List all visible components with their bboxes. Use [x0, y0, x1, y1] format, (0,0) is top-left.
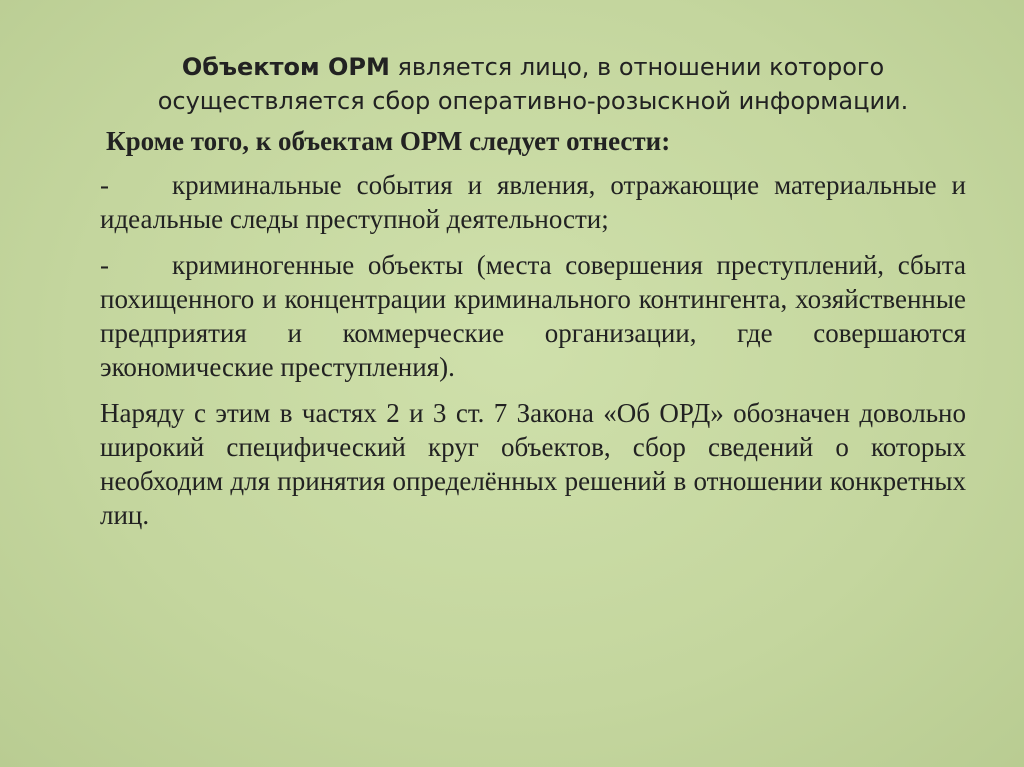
closing-paragraph: Наряду с этим в частях 2 и 3 ст. 7 Закона «Об ОРД» обозначен довольно широкий специфический круг объектов, сбор сведений о которых необходим для принятия определённых решений в отношении конкретных лиц.: [100, 398, 966, 530]
slide-content: [100, 50, 966, 544]
bullet-dash: -: [100, 250, 109, 280]
subheading: Кроме того, к объектам ОРМ следует отнести:: [106, 126, 671, 156]
bullet-item: [100, 168, 966, 236]
bullet-dash: -: [100, 170, 109, 200]
bullet-text: криминогенные объекты (места совершения преступлений, сбыта похищенного и концентрации криминального контингента, хозяйственные предприятия и коммерческие организации, где совершаются экономические преступления).: [100, 250, 966, 382]
bullet-text: криминальные события и явления, отражающие материальные и идеальные следы преступной деятельности;: [100, 170, 966, 234]
intro-text: является лицо, в отношении которого осуществляется сбор оперативно-розыскной информации.: [157, 53, 909, 115]
bullet-item: [100, 248, 966, 384]
intro-paragraph: [100, 50, 966, 118]
intro-bold-term: Объектом ОРМ: [181, 53, 390, 81]
